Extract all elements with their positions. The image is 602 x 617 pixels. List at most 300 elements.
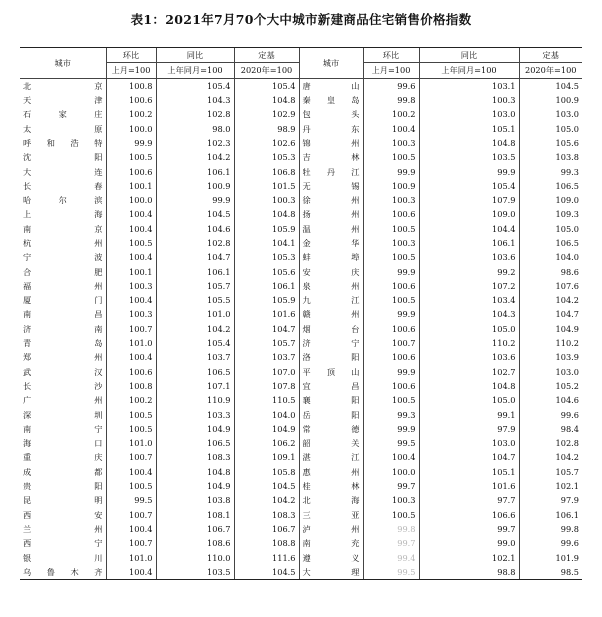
- left-yoy-cell: 104.5: [156, 207, 234, 221]
- right-base-cell: 107.6: [519, 279, 582, 293]
- right-mom-cell: 99.9: [363, 164, 419, 178]
- table-row: [20, 264, 582, 278]
- left-yoy-cell: 100.9: [156, 179, 234, 193]
- right-base-cell: 104.0: [519, 250, 582, 264]
- right-city-cell: 常德: [299, 422, 363, 436]
- left-mom-cell: 100.0: [106, 121, 156, 135]
- left-mom-cell: 100.7: [106, 322, 156, 336]
- right-city-cell: 包头: [299, 107, 363, 121]
- right-mom-cell: 100.5: [363, 508, 419, 522]
- right-mom-cell: 99.9: [363, 422, 419, 436]
- right-base-cell: 99.3: [519, 164, 582, 178]
- left-city-cell: 南昌: [23, 309, 103, 320]
- left-base-cell: 109.1: [234, 450, 299, 464]
- right-mom-cell: 99.5: [363, 436, 419, 450]
- left-base-cell: 103.7: [234, 350, 299, 364]
- table-row: [20, 450, 582, 464]
- right-base-cell: 105.0: [519, 222, 582, 236]
- left-yoy-cell: 104.7: [156, 250, 234, 264]
- left-yoy-cell: 104.8: [156, 465, 234, 479]
- table-row: [20, 565, 582, 580]
- table-row: [20, 279, 582, 293]
- left-mom-cell: 100.2: [106, 393, 156, 407]
- right-base-cell: 99.6: [519, 536, 582, 550]
- left-yoy-cell: 105.5: [156, 293, 234, 307]
- right-yoy-cell: 104.4: [419, 222, 519, 236]
- left-yoy-cell: 105.4: [156, 78, 234, 93]
- right-city-cell: 三亚: [299, 508, 363, 522]
- table-row: [20, 250, 582, 264]
- left-mom-cell: 100.4: [106, 350, 156, 364]
- left-city-cell: 太原: [23, 123, 103, 134]
- table-row: [20, 236, 582, 250]
- left-city-cell: 兰州: [23, 523, 103, 534]
- left-city-cell: 乌鲁木齐: [20, 565, 106, 580]
- right-city-cell: 泉州: [299, 279, 363, 293]
- right-mom-cell: 100.4: [363, 450, 419, 464]
- left-base-cell: 105.9: [234, 222, 299, 236]
- left-base-cell: 105.4: [234, 78, 299, 93]
- left-mom-cell: 100.4: [106, 565, 156, 580]
- right-base-cell: 109.0: [519, 193, 582, 207]
- right-city-cell: 济宁: [299, 336, 363, 350]
- right-mom-cell: 100.3: [363, 193, 419, 207]
- right-yoy-cell: 106.1: [419, 236, 519, 250]
- left-city-cell: 银川: [23, 552, 103, 563]
- right-yoy-cell: 107.2: [419, 279, 519, 293]
- table-row: [20, 465, 582, 479]
- left-base-cell: 105.3: [234, 250, 299, 264]
- right-city-cell: 南充: [299, 536, 363, 550]
- left-yoy-cell: 102.3: [156, 136, 234, 150]
- left-city-cell: 呼和浩特: [23, 137, 103, 148]
- right-mom-cell: 100.5: [363, 393, 419, 407]
- left-mom-cell: 100.4: [106, 222, 156, 236]
- right-mom-cell: 99.8: [363, 522, 419, 536]
- left-mom-cell: 100.6: [106, 93, 156, 107]
- right-base-cell: 101.9: [519, 550, 582, 564]
- left-base-cell: 102.9: [234, 107, 299, 121]
- left-mom-cell: 100.8: [106, 78, 156, 93]
- right-mom-cell: 99.7: [363, 479, 419, 493]
- right-city-cell: 湛江: [299, 450, 363, 464]
- right-base-cell: 104.9: [519, 322, 582, 336]
- right-yoy-cell: 103.1: [419, 78, 519, 93]
- column-header-base-right: 定基: [519, 48, 582, 63]
- left-yoy-cell: 98.0: [156, 121, 234, 135]
- right-base-cell: 98.5: [519, 565, 582, 580]
- left-base-cell: 104.2: [234, 493, 299, 507]
- table-row: [20, 136, 582, 150]
- right-city-cell: 唐山: [299, 78, 363, 93]
- right-mom-cell: 100.6: [363, 279, 419, 293]
- left-yoy-cell: 99.9: [156, 193, 234, 207]
- left-city-cell: 厦门: [23, 295, 103, 306]
- left-city-cell: 武汉: [23, 366, 103, 377]
- left-mom-cell: 100.3: [106, 307, 156, 321]
- table-row: [20, 393, 582, 407]
- left-base-cell: 102.6: [234, 136, 299, 150]
- left-yoy-cell: 102.8: [156, 107, 234, 121]
- right-mom-cell: 99.8: [363, 93, 419, 107]
- right-base-cell: 104.2: [519, 450, 582, 464]
- table-row: [20, 493, 582, 507]
- header-row: [20, 48, 582, 63]
- right-yoy-cell: 103.0: [419, 107, 519, 121]
- left-city-cell: 天津: [23, 95, 103, 106]
- right-yoy-cell: 99.0: [419, 536, 519, 550]
- left-base-cell: 108.8: [234, 536, 299, 550]
- left-base-cell: 101.6: [234, 307, 299, 321]
- left-base-cell: 111.6: [234, 550, 299, 564]
- left-mom-cell: 101.0: [106, 436, 156, 450]
- left-mom-cell: 100.5: [106, 479, 156, 493]
- table-row: [20, 550, 582, 564]
- left-mom-cell: 100.4: [106, 293, 156, 307]
- left-mom-cell: 100.7: [106, 536, 156, 550]
- column-header-base-left: 定基: [234, 48, 299, 63]
- left-yoy-cell: 106.7: [156, 522, 234, 536]
- right-yoy-cell: 99.9: [419, 164, 519, 178]
- left-mom-cell: 100.5: [106, 422, 156, 436]
- left-city-cell: 南京: [23, 223, 103, 234]
- right-yoy-cell: 101.6: [419, 479, 519, 493]
- left-city-cell: 贵阳: [23, 481, 103, 492]
- table-row: [20, 93, 582, 107]
- left-mom-cell: 100.0: [106, 193, 156, 207]
- right-mom-cell: 99.7: [363, 536, 419, 550]
- table-row: [20, 479, 582, 493]
- right-yoy-cell: 99.7: [419, 522, 519, 536]
- right-city-cell: 九江: [299, 293, 363, 307]
- right-yoy-cell: 102.1: [419, 550, 519, 564]
- right-city-cell: 牡丹江: [299, 164, 363, 178]
- left-yoy-cell: 108.1: [156, 508, 234, 522]
- right-city-cell: 金华: [299, 236, 363, 250]
- column-header-mom-right: 环比: [363, 48, 419, 63]
- left-base-cell: 105.8: [234, 465, 299, 479]
- right-base-cell: 103.8: [519, 150, 582, 164]
- right-mom-cell: 100.7: [363, 336, 419, 350]
- left-base-cell: 100.3: [234, 193, 299, 207]
- table-row: [20, 365, 582, 379]
- left-city-cell: 昆明: [23, 495, 103, 506]
- right-yoy-cell: 100.3: [419, 93, 519, 107]
- left-city-cell: 深圳: [23, 409, 103, 420]
- right-city-cell: 宜昌: [299, 379, 363, 393]
- left-city-cell: 上海: [23, 209, 103, 220]
- right-city-cell: 桂林: [299, 479, 363, 493]
- right-yoy-cell: 105.4: [419, 179, 519, 193]
- right-base-cell: 103.0: [519, 107, 582, 121]
- table-row: [20, 121, 582, 135]
- right-yoy-cell: 105.1: [419, 121, 519, 135]
- left-yoy-cell: 108.6: [156, 536, 234, 550]
- right-city-cell: 襄阳: [299, 393, 363, 407]
- right-mom-cell: 100.5: [363, 293, 419, 307]
- right-city-cell: 安庆: [299, 264, 363, 278]
- left-yoy-cell: 107.1: [156, 379, 234, 393]
- right-city-cell: 岳阳: [299, 407, 363, 421]
- left-city-cell: 广州: [23, 395, 103, 406]
- right-city-cell: 大理: [299, 565, 363, 580]
- left-city-cell: 沈阳: [23, 152, 103, 163]
- right-mom-cell: 100.2: [363, 107, 419, 121]
- left-yoy-cell: 104.6: [156, 222, 234, 236]
- left-base-cell: 98.9: [234, 121, 299, 135]
- left-yoy-cell: 105.7: [156, 279, 234, 293]
- left-yoy-cell: 101.0: [156, 307, 234, 321]
- right-yoy-cell: 103.6: [419, 250, 519, 264]
- left-base-cell: 104.1: [234, 236, 299, 250]
- table-row: [20, 407, 582, 421]
- right-base-cell: 104.2: [519, 293, 582, 307]
- column-header-city-right: 城市: [299, 48, 363, 79]
- left-city-cell: 宁波: [23, 252, 103, 263]
- left-base-cell: 110.5: [234, 393, 299, 407]
- left-yoy-cell: 106.1: [156, 264, 234, 278]
- left-city-cell: 大连: [23, 166, 103, 177]
- right-base-cell: 103.0: [519, 365, 582, 379]
- right-mom-cell: 100.6: [363, 322, 419, 336]
- table-row: [20, 293, 582, 307]
- right-base-cell: 104.7: [519, 307, 582, 321]
- right-yoy-cell: 99.2: [419, 264, 519, 278]
- right-city-cell: 惠州: [299, 465, 363, 479]
- left-city-cell: 西宁: [23, 538, 103, 549]
- left-base-cell: 105.7: [234, 336, 299, 350]
- table-body: [20, 78, 582, 579]
- right-base-cell: 106.5: [519, 179, 582, 193]
- right-base-cell: 105.6: [519, 136, 582, 150]
- right-mom-cell: 100.6: [363, 379, 419, 393]
- right-city-cell: 遵义: [299, 550, 363, 564]
- left-mom-cell: 100.2: [106, 107, 156, 121]
- left-base-cell: 106.8: [234, 164, 299, 178]
- left-mom-cell: 100.7: [106, 508, 156, 522]
- left-base-cell: 106.1: [234, 279, 299, 293]
- right-yoy-cell: 105.1: [419, 465, 519, 479]
- left-yoy-cell: 103.8: [156, 493, 234, 507]
- left-mom-cell: 100.1: [106, 179, 156, 193]
- table-row: [20, 508, 582, 522]
- right-yoy-cell: 106.6: [419, 508, 519, 522]
- table-row: [20, 207, 582, 221]
- left-base-cell: 101.5: [234, 179, 299, 193]
- left-base-cell: 104.5: [234, 479, 299, 493]
- left-base-cell: 104.8: [234, 93, 299, 107]
- right-base-cell: 105.2: [519, 379, 582, 393]
- subheader-yoy-left: 上年同月=100: [156, 63, 234, 78]
- right-yoy-cell: 105.0: [419, 393, 519, 407]
- right-city-cell: 烟台: [299, 322, 363, 336]
- right-mom-cell: 99.5: [363, 565, 419, 580]
- right-city-cell: 赣州: [299, 307, 363, 321]
- left-mom-cell: 100.4: [106, 522, 156, 536]
- table-row: [20, 350, 582, 364]
- right-yoy-cell: 105.0: [419, 322, 519, 336]
- right-yoy-cell: 104.8: [419, 136, 519, 150]
- right-mom-cell: 99.9: [363, 307, 419, 321]
- right-base-cell: 97.9: [519, 493, 582, 507]
- column-header-yoy-right: 同比: [419, 48, 519, 63]
- left-yoy-cell: 105.4: [156, 336, 234, 350]
- right-base-cell: 102.1: [519, 479, 582, 493]
- right-city-cell: 蚌埠: [299, 250, 363, 264]
- table-row: [20, 436, 582, 450]
- right-yoy-cell: 97.7: [419, 493, 519, 507]
- table-row: [20, 164, 582, 178]
- right-base-cell: 98.4: [519, 422, 582, 436]
- table-row: [20, 536, 582, 550]
- right-city-cell: 北海: [299, 493, 363, 507]
- left-base-cell: 108.3: [234, 508, 299, 522]
- left-base-cell: 105.9: [234, 293, 299, 307]
- left-mom-cell: 100.4: [106, 250, 156, 264]
- left-city-cell: 重庆: [23, 452, 103, 463]
- left-city-cell: 济南: [23, 323, 103, 334]
- left-mom-cell: 100.5: [106, 150, 156, 164]
- left-base-cell: 105.6: [234, 264, 299, 278]
- left-yoy-cell: 103.7: [156, 350, 234, 364]
- left-base-cell: 104.8: [234, 207, 299, 221]
- left-city-cell: 哈尔滨: [23, 195, 103, 206]
- right-mom-cell: 100.5: [363, 250, 419, 264]
- column-header-yoy-left: 同比: [156, 48, 234, 63]
- table-row: [20, 336, 582, 350]
- left-mom-cell: 100.1: [106, 264, 156, 278]
- right-yoy-cell: 98.8: [419, 565, 519, 580]
- right-city-cell: 吉林: [299, 150, 363, 164]
- table-row: [20, 522, 582, 536]
- left-base-cell: 104.9: [234, 422, 299, 436]
- left-base-cell: 104.7: [234, 322, 299, 336]
- right-city-cell: 温州: [299, 222, 363, 236]
- right-mom-cell: 99.9: [363, 264, 419, 278]
- left-mom-cell: 100.3: [106, 279, 156, 293]
- right-yoy-cell: 109.0: [419, 207, 519, 221]
- table-row: [20, 150, 582, 164]
- price-index-table: [20, 47, 582, 580]
- right-yoy-cell: 99.1: [419, 407, 519, 421]
- right-mom-cell: 100.6: [363, 350, 419, 364]
- left-city-cell: 北京: [23, 80, 103, 91]
- right-yoy-cell: 103.5: [419, 150, 519, 164]
- right-city-cell: 秦皇岛: [299, 93, 363, 107]
- left-base-cell: 106.2: [234, 436, 299, 450]
- right-mom-cell: 100.4: [363, 121, 419, 135]
- left-mom-cell: 100.5: [106, 407, 156, 421]
- right-base-cell: 105.7: [519, 465, 582, 479]
- right-city-cell: 平顶山: [299, 365, 363, 379]
- left-yoy-cell: 106.5: [156, 365, 234, 379]
- left-city-cell: 南宁: [23, 423, 103, 434]
- left-mom-cell: 100.6: [106, 365, 156, 379]
- left-mom-cell: 100.6: [106, 164, 156, 178]
- left-mom-cell: 100.4: [106, 465, 156, 479]
- column-header-mom-left: 环比: [106, 48, 156, 63]
- right-mom-cell: 100.3: [363, 493, 419, 507]
- table-title: 表1：2021年7月70个大中城市新建商品住宅销售价格指数: [130, 12, 472, 27]
- right-mom-cell: 100.6: [363, 207, 419, 221]
- left-yoy-cell: 110.9: [156, 393, 234, 407]
- right-base-cell: 99.8: [519, 522, 582, 536]
- right-yoy-cell: 102.7: [419, 365, 519, 379]
- left-city-cell: 海口: [23, 438, 103, 449]
- right-city-cell: 锦州: [299, 136, 363, 150]
- right-base-cell: 106.5: [519, 236, 582, 250]
- left-city-cell: 长沙: [23, 380, 103, 391]
- right-base-cell: 109.3: [519, 207, 582, 221]
- right-city-cell: 丹东: [299, 121, 363, 135]
- left-yoy-cell: 110.0: [156, 550, 234, 564]
- column-header-city-left: 城市: [20, 48, 106, 79]
- right-city-cell: 徐州: [299, 193, 363, 207]
- subheader-yoy-right: 上年同月=100: [419, 63, 519, 78]
- right-base-cell: 98.6: [519, 264, 582, 278]
- left-base-cell: 106.7: [234, 522, 299, 536]
- left-base-cell: 107.0: [234, 365, 299, 379]
- right-mom-cell: 100.5: [363, 222, 419, 236]
- right-yoy-cell: 104.7: [419, 450, 519, 464]
- left-yoy-cell: 104.2: [156, 322, 234, 336]
- left-mom-cell: 101.0: [106, 336, 156, 350]
- right-base-cell: 103.9: [519, 350, 582, 364]
- left-yoy-cell: 104.3: [156, 93, 234, 107]
- table-row: [20, 322, 582, 336]
- left-mom-cell: 100.8: [106, 379, 156, 393]
- left-city-cell: 西安: [23, 509, 103, 520]
- right-base-cell: 105.0: [519, 121, 582, 135]
- left-base-cell: 105.3: [234, 150, 299, 164]
- left-yoy-cell: 104.9: [156, 422, 234, 436]
- right-mom-cell: 100.3: [363, 236, 419, 250]
- right-mom-cell: 100.0: [363, 465, 419, 479]
- left-city-cell: 成都: [23, 466, 103, 477]
- left-city-cell: 福州: [23, 280, 103, 291]
- table-row: [20, 379, 582, 393]
- right-mom-cell: 99.9: [363, 365, 419, 379]
- right-base-cell: 100.9: [519, 93, 582, 107]
- left-mom-cell: 100.7: [106, 450, 156, 464]
- table-row: [20, 107, 582, 121]
- left-city-cell: 郑州: [23, 352, 103, 363]
- right-city-cell: 洛阳: [299, 350, 363, 364]
- right-base-cell: 104.6: [519, 393, 582, 407]
- left-city-cell: 合肥: [23, 266, 103, 277]
- table-row: [20, 179, 582, 193]
- right-mom-cell: 99.3: [363, 407, 419, 421]
- subheader-base-right: 2020年=100: [519, 63, 582, 78]
- right-base-cell: 106.1: [519, 508, 582, 522]
- left-mom-cell: 100.5: [106, 236, 156, 250]
- table-row: [20, 222, 582, 236]
- right-yoy-cell: 104.8: [419, 379, 519, 393]
- right-mom-cell: 100.5: [363, 150, 419, 164]
- right-yoy-cell: 97.9: [419, 422, 519, 436]
- subheader-mom-right: 上月=100: [363, 63, 419, 78]
- right-yoy-cell: 104.3: [419, 307, 519, 321]
- left-mom-cell: 99.9: [106, 136, 156, 150]
- right-yoy-cell: 103.0: [419, 436, 519, 450]
- right-mom-cell: 99.4: [363, 550, 419, 564]
- left-city-cell: 长春: [23, 180, 103, 191]
- right-mom-cell: 100.3: [363, 136, 419, 150]
- left-yoy-cell: 108.3: [156, 450, 234, 464]
- subheader-mom-left: 上月=100: [106, 63, 156, 78]
- left-base-cell: 107.8: [234, 379, 299, 393]
- right-base-cell: 102.8: [519, 436, 582, 450]
